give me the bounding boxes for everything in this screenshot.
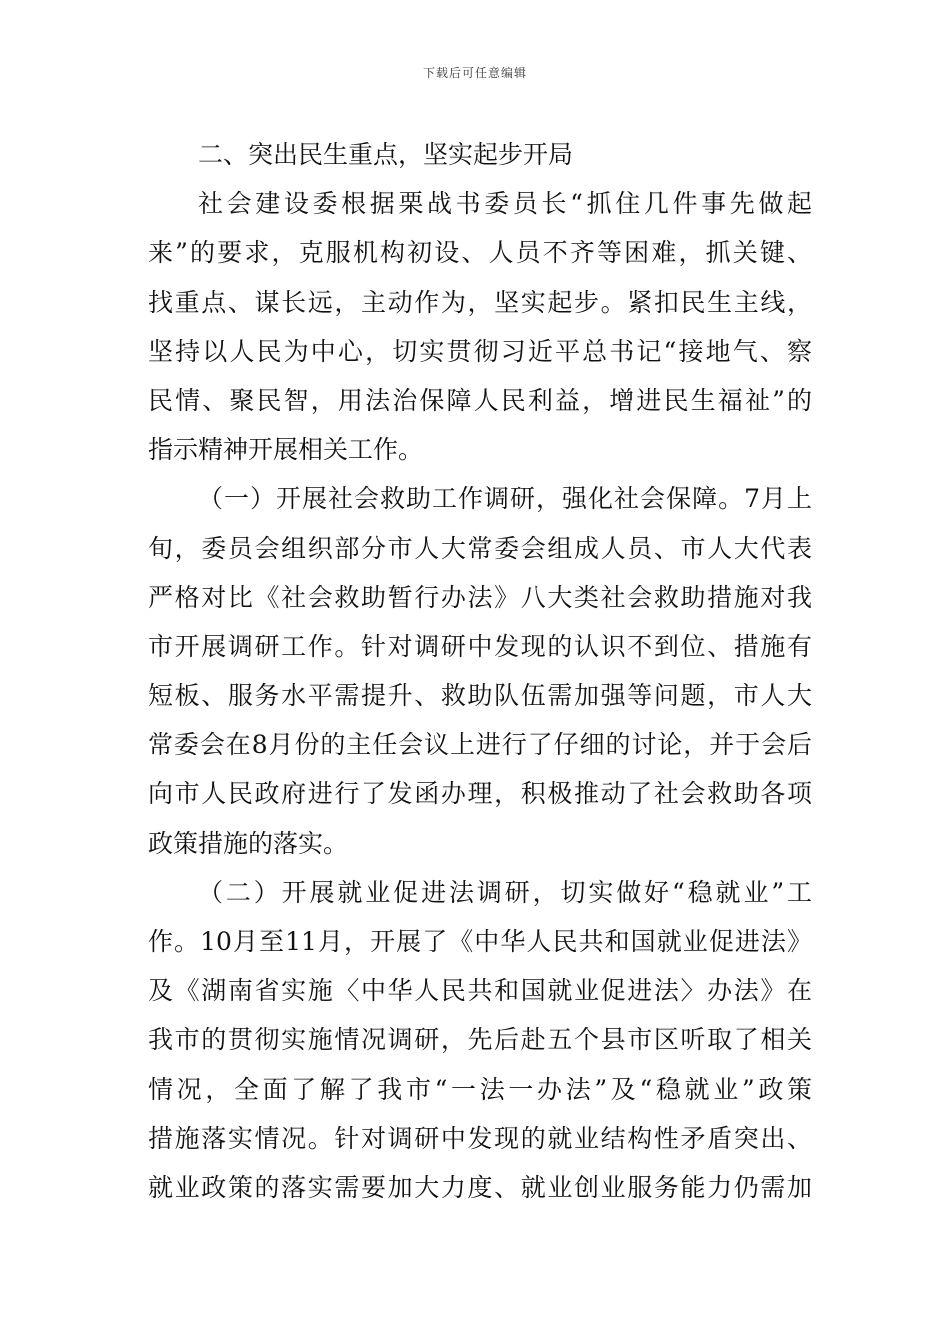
paragraph-line: 来”的要求，克服机构初设、人员不齐等困难，抓关键、 (148, 238, 812, 268)
paragraph-line: 严格对比《社会救助暂行办法》八大类社会救助措施对我 (148, 582, 812, 612)
paragraph-line: 常委会在8月份的主任会议上进行了仔细的讨论，并于会后 (148, 730, 812, 760)
section-heading: 二、突出民生重点，坚实起步开局 (198, 140, 574, 169)
paragraph-line: 就业政策的落实需要加大力度、就业创业服务能力仍需加 (148, 1172, 812, 1202)
paragraph-line: 情况，全面了解了我市“一法一办法”及“稳就业”政策 (148, 1074, 812, 1104)
paragraph-line: 市开展调研工作。针对调研中发现的认识不到位、措施有 (148, 631, 812, 661)
paragraph-line: 政策措施的落实。 (148, 828, 349, 858)
paragraph-line: 作。10月至11月，开展了《中华人民共和国就业促进法》 (148, 927, 812, 956)
paragraph-line: 措施落实情况。针对调研中发现的就业结构性矛盾突出、 (148, 1123, 812, 1153)
paragraph-line: （一）开展社会救助工作调研，强化社会保障。7月上 (198, 484, 812, 514)
paragraph-line: 指示精神开展相关工作。 (148, 435, 424, 465)
paragraph-line: 及《湖南省实施〈中华人民共和国就业促进法〉办法》在 (148, 976, 812, 1006)
header-note: 下载后可任意编辑 (422, 66, 527, 80)
paragraph-line: 坚持以人民为中心，切实贯彻习近平总书记“接地气、察 (148, 336, 812, 366)
document-body (148, 130, 812, 1212)
paragraph-line: 旬，委员会组织部分市人大常委会组成人员、市人大代表 (148, 533, 812, 563)
paragraph-line: （二）开展就业促进法调研，切实做好“稳就业”工 (198, 877, 812, 907)
paragraph-line: 民情、聚民智，用法治保障人民利益，增进民生福祉”的 (148, 385, 812, 415)
paragraph-line: 向市人民政府进行了发函办理，积极推动了社会救助各项 (148, 779, 812, 809)
paragraph-line: 短板、服务水平需提升、救助队伍需加强等问题，市人大 (148, 681, 812, 711)
paragraph-line: 找重点、谋长远，主动作为，坚实起步。紧扣民生主线， (148, 287, 812, 317)
paragraph-line: 我市的贯彻实施情况调研，先后赴五个县市区听取了相关 (148, 1025, 812, 1055)
paragraph-line: 社会建设委根据栗战书委员长“抓住几件事先做起 (198, 189, 812, 219)
